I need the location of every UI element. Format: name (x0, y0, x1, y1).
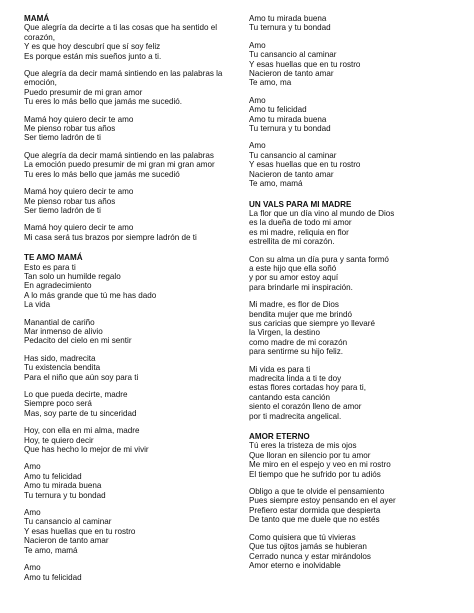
lyric-line: Te amo, mamá (24, 545, 78, 555)
song-title: UN VALS PARA MI MADRE (249, 199, 352, 209)
stanza (249, 41, 463, 88)
lyric-line: Tu cansancio al caminar (249, 50, 337, 60)
stanza (249, 365, 463, 421)
lyric-line: Es porque están mis sueños junto a ti. (24, 51, 162, 61)
lyric-line: Me pienso robar tus años (24, 124, 116, 134)
lyric-line: estrellita de mi corazón. (249, 237, 335, 247)
left-column (24, 14, 238, 590)
stanza (249, 441, 463, 479)
lyric-line: es mi madre, reliquia en flor (249, 227, 349, 237)
stanza (24, 462, 238, 500)
lyric-line: El tiempo que he sufrido por tu adiós (249, 469, 381, 479)
lyric-line: Amo (24, 508, 41, 518)
lyric-line: Para el niño que aún soy para ti (24, 372, 139, 382)
lyric-line: Puedo presumir de mi gran amor (24, 87, 143, 97)
lyric-line: Pues siempre estoy pensando en el ayer (249, 496, 396, 506)
lyric-line: Tu cansancio al caminar (249, 150, 337, 160)
lyric-line: Tu ternura y tu bondad (249, 23, 331, 33)
lyric-line: siento el corazón lleno de amor (249, 402, 362, 412)
stanza (249, 209, 463, 247)
lyric-line: Amo (249, 95, 266, 105)
lyric-line: para sentirme su hijo feliz. (249, 347, 344, 357)
stanza (24, 354, 238, 382)
right-column (249, 14, 463, 578)
lyric-line: Mar inmenso de alivio (24, 326, 103, 336)
lyric-line: Tu cansancio al caminar (24, 517, 112, 527)
lyric-line: Amo tu felicidad (24, 572, 82, 582)
lyric-line: sus caricias que siempre yo llevaré (249, 318, 375, 328)
lyric-line: Lo que pueda decirte, madre (24, 390, 128, 399)
lyric-line: Que lloran en silencio por tu amor (249, 450, 371, 460)
stanza (249, 487, 463, 525)
lyric-line: corazón, (24, 32, 56, 42)
lyric-line: Mamá hoy quiero decir te amo (24, 223, 134, 233)
lyric-line: Amo tu felicidad (24, 471, 82, 481)
lyric-line: Amo (24, 563, 41, 573)
lyric-line: Nacieron de tanto amar (249, 69, 334, 79)
lyric-line: Amor eterno e inolvidable (249, 560, 341, 570)
lyric-line: Como quisiera que tú vivieras (249, 532, 356, 542)
lyric-line: y por su amor estoy aquí (249, 273, 339, 283)
lyric-line: Pedacito del cielo en mi sentir (24, 336, 132, 346)
stanza (24, 69, 238, 107)
lyric-line: Me pienso robar tus años (24, 196, 116, 206)
stanza (24, 263, 238, 310)
stanza (249, 533, 463, 571)
lyric-line: Tú eres la tristeza de mis ojos (249, 441, 357, 451)
lyric-line: Prefiero estar dormida que despierta (249, 505, 381, 515)
lyric-line: Y esas huellas que en tu rostro (24, 526, 136, 536)
stanza (249, 300, 463, 356)
lyric-line: Mi madre, es flor de Dios (249, 300, 339, 310)
stanza (24, 151, 238, 179)
lyric-line: Mamá hoy quiero decir te amo (24, 187, 134, 197)
lyric-line: Que alegría da decir mamá sintiendo en las palabras (24, 150, 214, 160)
lyric-line: para brindarle mi inspiración. (249, 282, 353, 292)
lyric-line: como madre de mi corazón (249, 337, 348, 347)
lyric-line: la Virgen, la destino (249, 328, 320, 338)
stanza (249, 141, 463, 188)
lyric-line: Amo tu mirada buena (249, 14, 327, 23)
lyric-line: Con su alma un día pura y santa formó (249, 254, 389, 264)
song-title: AMOR ETERNO (249, 432, 310, 442)
lyric-line: bendita mujer que me brindó (249, 309, 353, 319)
lyric-line: Que alegría da decirte a ti las cosas que ha sentido el (24, 23, 218, 33)
lyric-line: A lo más grande que tú me has dado (24, 290, 157, 300)
stanza (249, 255, 463, 293)
stanza (24, 426, 238, 454)
stanza (24, 390, 238, 418)
lyric-line: De tanto que me duele que no estés (249, 515, 380, 525)
lyric-line: Amo (24, 462, 41, 472)
lyric-line: Tu existencia bendita (24, 363, 101, 373)
lyric-line: Mamá hoy quiero decir te amo (24, 114, 134, 124)
lyric-line: emoción, (24, 78, 57, 88)
lyric-line: Amo tu mirada buena (24, 481, 102, 491)
lyric-line: Tan solo un humilde regalo (24, 271, 121, 281)
lyric-line: Amo tu felicidad (249, 105, 307, 115)
song-title: TE AMO MAMÁ (24, 253, 83, 263)
lyric-line: Tu ternura y tu bondad (24, 490, 106, 500)
lyric-line: Ser tiemo ladrón de ti (24, 205, 101, 215)
lyric-line: En agradecimiento (24, 281, 92, 291)
lyric-line: Me miro en el espejo y veo en mi rostro (249, 460, 391, 470)
stanza (24, 223, 238, 242)
song-title: MAMÁ (24, 14, 50, 23)
lyric-line: Tu eres lo más bello que jamás me sucedió (24, 169, 180, 179)
lyric-line: Te amo, ma (249, 78, 292, 88)
lyric-line: Y es que hoy descubrí que sí soy feliz (24, 42, 161, 52)
lyric-line: Tu eres lo más bello que jamás me sucedió. (24, 97, 183, 107)
lyric-line: Hoy, con ella en mi alma, madre (24, 426, 140, 436)
lyric-line: Amo (249, 141, 266, 151)
lyric-line: La emoción puedo presumir de mi gran mi gran amor (24, 160, 215, 170)
lyric-line: Mi casa será tus brazos por siempre ladrón de ti (24, 232, 197, 242)
stanza (24, 508, 238, 555)
lyric-line: Esto es para ti (24, 262, 76, 272)
lyric-line: Manantial de cariño (24, 317, 95, 327)
lyric-line: Y esas huellas que en tu rostro (249, 59, 361, 69)
lyric-line: estas flores cortadas hoy para ti, (249, 383, 366, 393)
lyric-line: Mi vida es para ti (249, 364, 311, 374)
stanza (24, 563, 238, 582)
lyric-line: cantando esta canción (249, 392, 330, 402)
lyric-line: Nacieron de tanto amar (24, 536, 109, 546)
lyric-line: Que alegría da decir mamá sintiendo en las palabras la (24, 69, 223, 79)
lyric-line: Que tus ojitos jamás se hubieran (249, 542, 367, 552)
stanza (249, 14, 463, 33)
lyric-line: Nacieron de tanto amar (249, 169, 334, 179)
lyric-line: Siempre poco será (24, 399, 92, 409)
lyric-line: Obligo a que te olvide el pensamiento (249, 487, 385, 497)
lyric-line: Has sido, madrecita (24, 353, 96, 363)
lyric-line: Mas, soy parte de tu sinceridad (24, 408, 137, 418)
lyric-line: Amo (249, 40, 266, 50)
lyric-line: Hoy, te quiero decir (24, 435, 94, 445)
lyric-line: Te amo, mamá (249, 179, 303, 189)
lyric-line: es la dueña de todo mi amor (249, 218, 352, 228)
lyric-line: madrecita linda a ti te doy (249, 374, 342, 383)
lyric-line: a este hijo que ella soñó (249, 263, 337, 273)
stanza (24, 318, 238, 346)
stanza (24, 187, 238, 215)
lyric-line: por ti madrecita angelical. (249, 411, 342, 421)
stanza (24, 23, 238, 61)
lyric-line: Ser tiemo ladrón de ti (24, 133, 101, 143)
lyric-line: Y esas huellas que en tu rostro (249, 160, 361, 170)
lyric-line: Tu ternura y tu bondad (249, 124, 331, 134)
stanza (24, 115, 238, 143)
stanza (249, 96, 463, 134)
lyric-line: Amo tu mirada buena (249, 114, 327, 124)
lyric-line: La flor que un día vino al mundo de Dios (249, 208, 395, 218)
lyric-line: Cerrado nunca y estar mirándolos (249, 551, 371, 561)
lyric-line: La vida (24, 300, 51, 310)
lyric-line: Que has hecho lo mejor de mi vivir (24, 445, 149, 455)
